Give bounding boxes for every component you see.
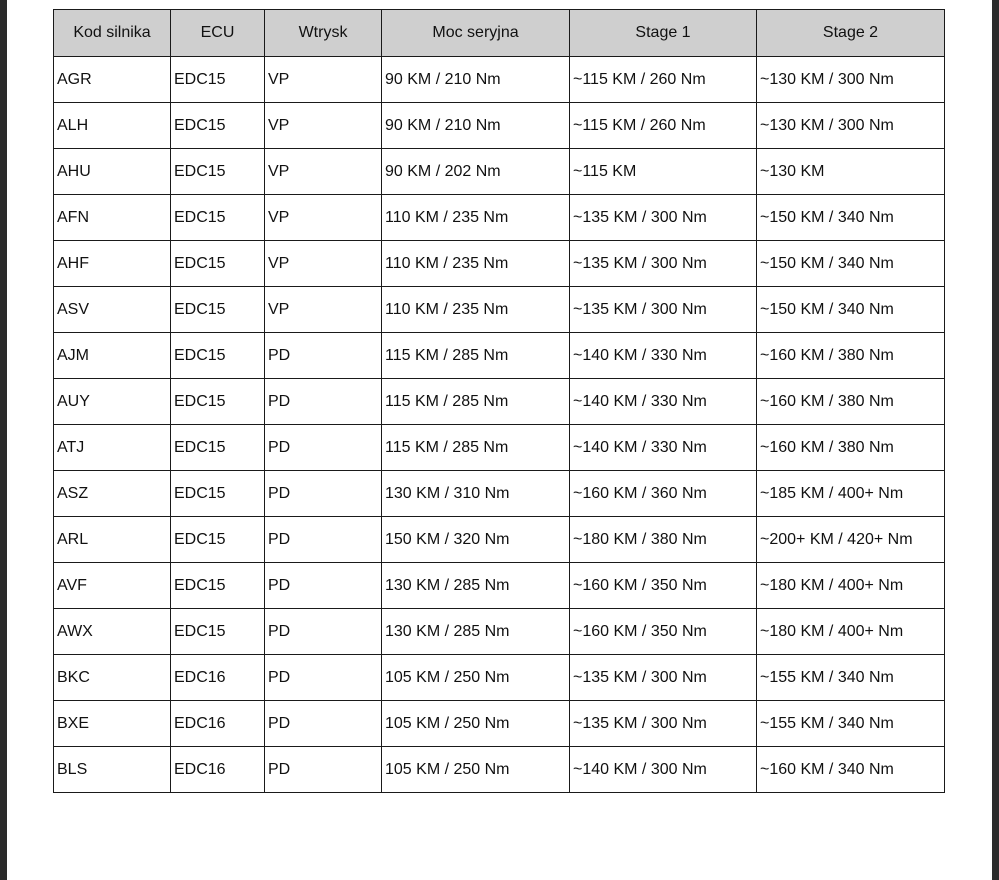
- stage-1-cell: ~140 KM / 330 Nm: [570, 333, 757, 379]
- engine-tuning-table: [53, 9, 945, 793]
- table-row: [54, 57, 945, 103]
- stage-1-cell: ~115 KM / 260 Nm: [570, 57, 757, 103]
- injection-cell: PD: [265, 333, 382, 379]
- stock-power-cell: 130 KM / 310 Nm: [382, 471, 570, 517]
- stage-2-cell: ~185 KM / 400+ Nm: [757, 471, 945, 517]
- table-row: [54, 701, 945, 747]
- ecu-cell: EDC15: [171, 425, 265, 471]
- header-stock-power: Moc seryjna: [382, 10, 570, 57]
- injection-cell: VP: [265, 195, 382, 241]
- stock-power-cell: 150 KM / 320 Nm: [382, 517, 570, 563]
- stock-power-cell: 130 KM / 285 Nm: [382, 609, 570, 655]
- engine-code-cell: AWX: [54, 609, 171, 655]
- injection-cell: PD: [265, 379, 382, 425]
- table-row: [54, 287, 945, 333]
- header-ecu: ECU: [171, 10, 265, 57]
- stage-1-cell: ~180 KM / 380 Nm: [570, 517, 757, 563]
- engine-code-cell: ASV: [54, 287, 171, 333]
- stage-1-cell: ~115 KM: [570, 149, 757, 195]
- stock-power-cell: 105 KM / 250 Nm: [382, 701, 570, 747]
- engine-code-cell: BLS: [54, 747, 171, 793]
- table-row: [54, 333, 945, 379]
- stage-1-cell: ~135 KM / 300 Nm: [570, 195, 757, 241]
- stock-power-cell: 105 KM / 250 Nm: [382, 655, 570, 701]
- engine-code-cell: ARL: [54, 517, 171, 563]
- stock-power-cell: 110 KM / 235 Nm: [382, 287, 570, 333]
- engine-code-cell: AHF: [54, 241, 171, 287]
- injection-cell: PD: [265, 425, 382, 471]
- stock-power-cell: 90 KM / 210 Nm: [382, 103, 570, 149]
- ecu-cell: EDC16: [171, 747, 265, 793]
- table-row: [54, 563, 945, 609]
- ecu-cell: EDC15: [171, 287, 265, 333]
- ecu-cell: EDC15: [171, 149, 265, 195]
- ecu-cell: EDC15: [171, 333, 265, 379]
- header-stage-2: Stage 2: [757, 10, 945, 57]
- ecu-cell: EDC15: [171, 471, 265, 517]
- stage-1-cell: ~115 KM / 260 Nm: [570, 103, 757, 149]
- table-row: [54, 195, 945, 241]
- ecu-cell: EDC15: [171, 563, 265, 609]
- table-row: [54, 747, 945, 793]
- stage-2-cell: ~150 KM / 340 Nm: [757, 241, 945, 287]
- stage-2-cell: ~160 KM / 380 Nm: [757, 333, 945, 379]
- stage-2-cell: ~180 KM / 400+ Nm: [757, 609, 945, 655]
- injection-cell: PD: [265, 517, 382, 563]
- stock-power-cell: 90 KM / 202 Nm: [382, 149, 570, 195]
- table-row: [54, 425, 945, 471]
- stage-1-cell: ~160 KM / 350 Nm: [570, 609, 757, 655]
- stage-1-cell: ~140 KM / 300 Nm: [570, 747, 757, 793]
- document-page: [7, 0, 992, 880]
- stage-1-cell: ~135 KM / 300 Nm: [570, 701, 757, 747]
- table-header-row: [54, 10, 945, 57]
- stage-2-cell: ~130 KM: [757, 149, 945, 195]
- table-body: [54, 57, 945, 793]
- injection-cell: VP: [265, 103, 382, 149]
- engine-code-cell: AFN: [54, 195, 171, 241]
- stage-2-cell: ~200+ KM / 420+ Nm: [757, 517, 945, 563]
- stage-2-cell: ~160 KM / 380 Nm: [757, 379, 945, 425]
- injection-cell: PD: [265, 747, 382, 793]
- engine-code-cell: ASZ: [54, 471, 171, 517]
- engine-code-cell: ATJ: [54, 425, 171, 471]
- engine-code-cell: ALH: [54, 103, 171, 149]
- ecu-cell: EDC16: [171, 701, 265, 747]
- stage-1-cell: ~135 KM / 300 Nm: [570, 241, 757, 287]
- table-row: [54, 655, 945, 701]
- stage-1-cell: ~160 KM / 360 Nm: [570, 471, 757, 517]
- table-row: [54, 517, 945, 563]
- engine-code-cell: AJM: [54, 333, 171, 379]
- ecu-cell: EDC15: [171, 103, 265, 149]
- stock-power-cell: 110 KM / 235 Nm: [382, 241, 570, 287]
- engine-code-cell: BXE: [54, 701, 171, 747]
- injection-cell: PD: [265, 609, 382, 655]
- engine-code-cell: AVF: [54, 563, 171, 609]
- table-row: [54, 103, 945, 149]
- ecu-cell: EDC15: [171, 241, 265, 287]
- ecu-cell: EDC15: [171, 57, 265, 103]
- stock-power-cell: 105 KM / 250 Nm: [382, 747, 570, 793]
- table-row: [54, 149, 945, 195]
- table-row: [54, 241, 945, 287]
- stock-power-cell: 115 KM / 285 Nm: [382, 333, 570, 379]
- stage-2-cell: ~130 KM / 300 Nm: [757, 103, 945, 149]
- ecu-cell: EDC15: [171, 609, 265, 655]
- stock-power-cell: 110 KM / 235 Nm: [382, 195, 570, 241]
- injection-cell: VP: [265, 241, 382, 287]
- ecu-cell: EDC16: [171, 655, 265, 701]
- stage-2-cell: ~130 KM / 300 Nm: [757, 57, 945, 103]
- stage-1-cell: ~135 KM / 300 Nm: [570, 655, 757, 701]
- stock-power-cell: 115 KM / 285 Nm: [382, 379, 570, 425]
- engine-code-cell: BKC: [54, 655, 171, 701]
- ecu-cell: EDC15: [171, 517, 265, 563]
- stock-power-cell: 130 KM / 285 Nm: [382, 563, 570, 609]
- stage-2-cell: ~150 KM / 340 Nm: [757, 287, 945, 333]
- stage-1-cell: ~160 KM / 350 Nm: [570, 563, 757, 609]
- table-row: [54, 609, 945, 655]
- injection-cell: VP: [265, 57, 382, 103]
- header-injection: Wtrysk: [265, 10, 382, 57]
- stage-2-cell: ~160 KM / 380 Nm: [757, 425, 945, 471]
- stage-1-cell: ~140 KM / 330 Nm: [570, 379, 757, 425]
- engine-code-cell: AGR: [54, 57, 171, 103]
- stage-2-cell: ~155 KM / 340 Nm: [757, 701, 945, 747]
- header-stage-1: Stage 1: [570, 10, 757, 57]
- engine-code-cell: AUY: [54, 379, 171, 425]
- engine-code-cell: AHU: [54, 149, 171, 195]
- ecu-cell: EDC15: [171, 379, 265, 425]
- stage-1-cell: ~135 KM / 300 Nm: [570, 287, 757, 333]
- stage-2-cell: ~180 KM / 400+ Nm: [757, 563, 945, 609]
- table-row: [54, 471, 945, 517]
- stage-2-cell: ~160 KM / 340 Nm: [757, 747, 945, 793]
- injection-cell: PD: [265, 701, 382, 747]
- injection-cell: PD: [265, 471, 382, 517]
- injection-cell: PD: [265, 655, 382, 701]
- stage-2-cell: ~150 KM / 340 Nm: [757, 195, 945, 241]
- ecu-cell: EDC15: [171, 195, 265, 241]
- stage-2-cell: ~155 KM / 340 Nm: [757, 655, 945, 701]
- injection-cell: VP: [265, 149, 382, 195]
- stock-power-cell: 90 KM / 210 Nm: [382, 57, 570, 103]
- stage-1-cell: ~140 KM / 330 Nm: [570, 425, 757, 471]
- injection-cell: VP: [265, 287, 382, 333]
- stock-power-cell: 115 KM / 285 Nm: [382, 425, 570, 471]
- injection-cell: PD: [265, 563, 382, 609]
- table-row: [54, 379, 945, 425]
- header-engine-code: Kod silnika: [54, 10, 171, 57]
